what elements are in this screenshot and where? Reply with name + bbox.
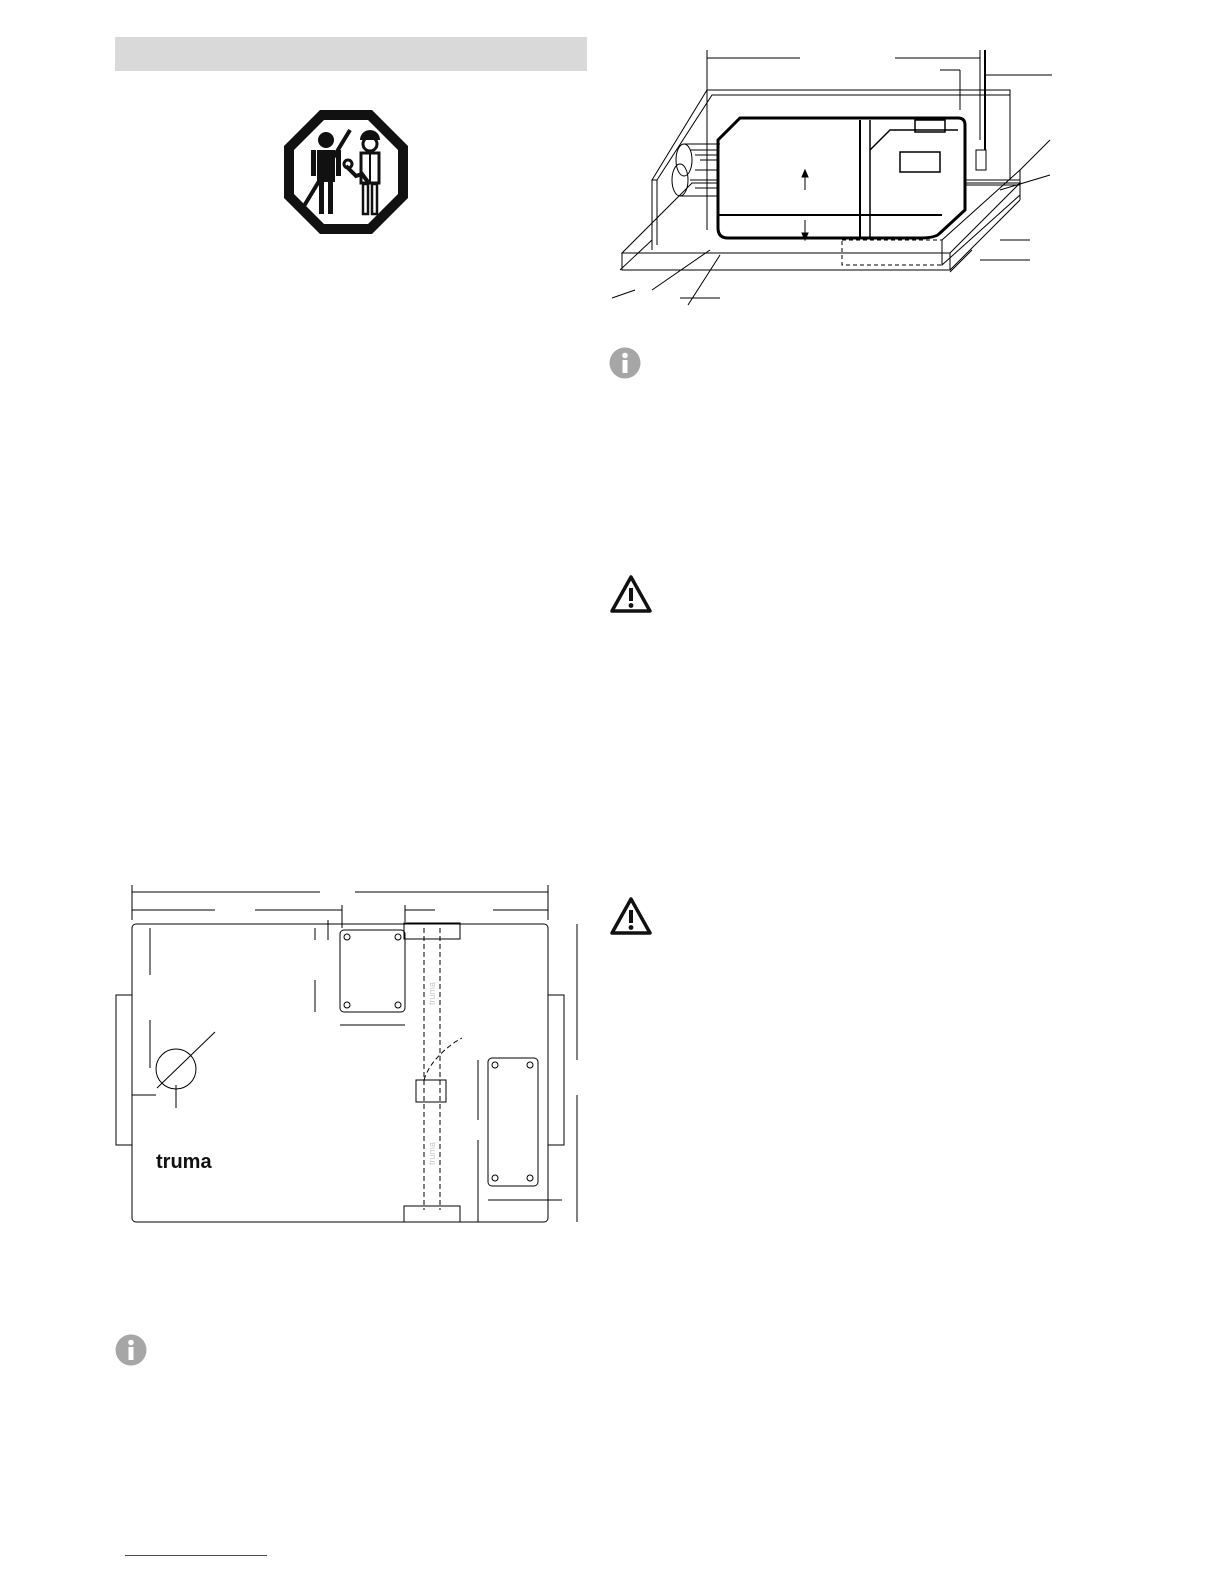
- no-diy-installation-icon: [282, 108, 410, 236]
- brand-logo: truma: [156, 1151, 212, 1173]
- pipe-marking-upper: truma: [427, 981, 437, 1005]
- footer-link-underline[interactable]: [125, 1555, 267, 1556]
- section-header-bar: [115, 37, 587, 71]
- info-icon: [609, 347, 641, 379]
- warning-icon: [609, 896, 653, 936]
- mounting-plate-diagram: [110, 880, 590, 1230]
- installation-isometric-diagram: [600, 40, 1070, 310]
- info-icon: [115, 1334, 147, 1366]
- warning-icon: [609, 574, 653, 614]
- pipe-marking-lower: truma: [427, 1141, 437, 1165]
